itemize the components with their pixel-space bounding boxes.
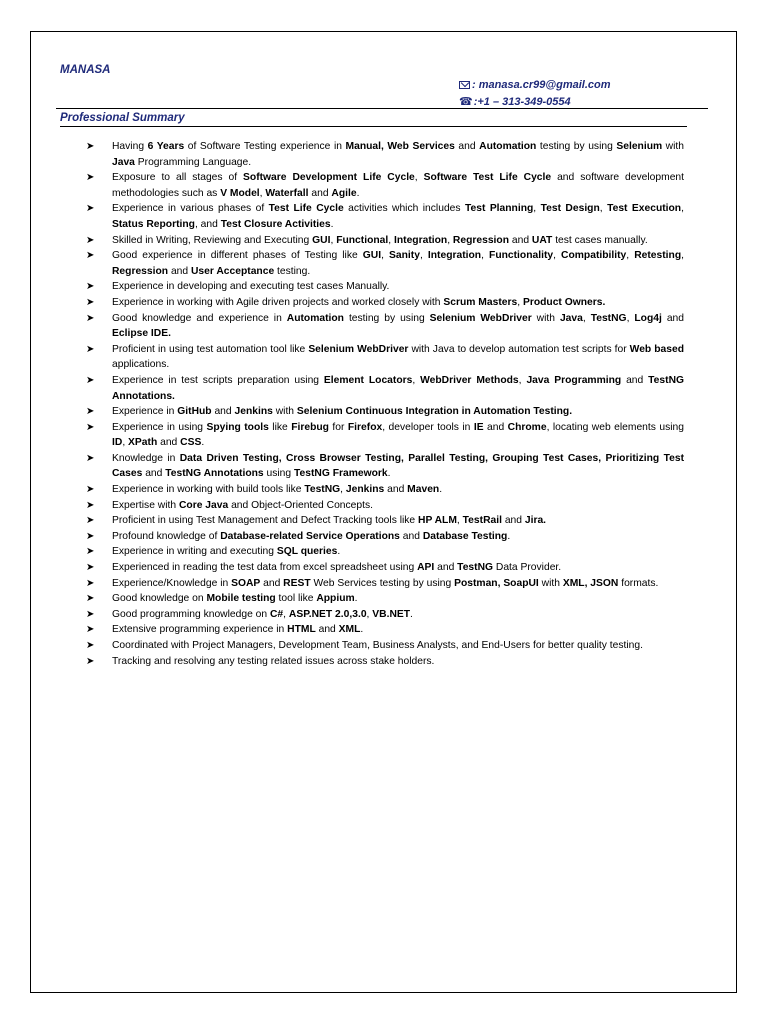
summary-text: and <box>308 187 332 199</box>
bullet-arrow-icon: ➤ <box>86 593 95 605</box>
summary-text: Good knowledge and experience in <box>112 312 287 324</box>
email-prefix: : <box>472 79 479 91</box>
summary-text: Extensive programming experience in <box>112 624 288 636</box>
summary-keyword: API <box>417 562 435 574</box>
summary-text: using <box>263 468 294 480</box>
summary-keyword: CSS <box>180 437 202 449</box>
summary-text: and <box>168 265 191 277</box>
summary-text: and <box>509 234 532 246</box>
summary-keyword: TestNG Annotations <box>165 468 264 480</box>
summary-text: , <box>259 187 266 199</box>
summary-keyword: Test Life Cycle <box>268 203 344 215</box>
summary-keyword: Java <box>112 156 135 168</box>
summary-item <box>86 591 684 607</box>
summary-keyword: Firebug <box>291 421 329 433</box>
summary-keyword: Regression <box>112 265 169 277</box>
bullet-arrow-icon: ➤ <box>86 624 95 636</box>
summary-text: and <box>384 484 408 496</box>
summary-keyword: Selenium <box>616 141 663 152</box>
bullet-arrow-icon: ➤ <box>86 281 95 293</box>
email-address[interactable]: manasa.cr99@gmail.com <box>478 79 611 91</box>
summary-text: , <box>518 374 527 386</box>
summary-keyword: Automation <box>286 312 344 324</box>
summary-keyword: Data Driven Testing, Cross Browser Testing, Parallel Testing, Grouping Test Cases, Prioritizing Test Cases <box>112 452 685 480</box>
summary-item <box>86 544 684 560</box>
summary-item <box>86 248 684 279</box>
summary-keyword: ASP.NET 2.0,3.0 <box>288 608 367 620</box>
summary-text: with <box>272 406 297 418</box>
summary-keyword: Selenium WebDriver <box>308 343 409 355</box>
summary-text: and <box>211 406 235 418</box>
summary-keyword: HTML <box>287 624 316 636</box>
summary-text: and Object-Oriented Concepts. <box>228 499 374 511</box>
summary-keyword: XML <box>338 624 361 636</box>
summary-text: , <box>681 203 684 215</box>
summary-text: , <box>626 250 635 262</box>
summary-keyword: Compatibility <box>561 250 627 262</box>
summary-keyword: 6 Years <box>147 141 185 152</box>
summary-keyword: Integration <box>427 250 482 262</box>
bullet-arrow-icon: ➤ <box>86 577 95 589</box>
summary-keyword: User Acceptance <box>191 265 275 277</box>
summary-item <box>86 311 684 342</box>
summary-keyword: Spying tools <box>206 421 269 433</box>
summary-keyword: TestNG Framework <box>293 468 388 480</box>
bullet-arrow-icon: ➤ <box>86 515 95 527</box>
summary-text: . <box>201 437 205 449</box>
summary-text: Experience in working with build tools like <box>112 484 305 496</box>
summary-text: with <box>531 312 560 324</box>
summary-text: Data Provider. <box>493 562 562 574</box>
contact-email <box>459 79 611 91</box>
summary-item <box>86 482 684 498</box>
summary-text: formats. <box>618 577 659 589</box>
summary-keyword: TestNG Annotations. <box>112 374 685 402</box>
summary-keyword: WebDriver Methods <box>420 374 519 386</box>
summary-text: Knowledge in <box>112 452 180 464</box>
summary-text: and <box>315 624 339 636</box>
envelope-icon <box>459 81 470 89</box>
summary-text: Skilled in Writing, Reviewing and Executing <box>112 234 313 246</box>
summary-text: and <box>454 141 480 152</box>
summary-text: and <box>661 312 684 324</box>
summary-keyword: Java Programming <box>526 374 622 386</box>
summary-keyword: Test Closure Activities <box>220 218 331 230</box>
summary-item <box>86 373 684 404</box>
summary-keyword: Software Test Life Cycle <box>423 172 552 184</box>
summary-item <box>86 404 684 420</box>
professional-summary-list <box>86 139 684 669</box>
summary-item <box>86 622 684 638</box>
bullet-arrow-icon: ➤ <box>86 172 95 184</box>
summary-text: , <box>599 203 608 215</box>
summary-text: Experienced in reading the test data from excel spreadsheet using <box>112 562 418 574</box>
summary-keyword: GUI <box>362 250 382 262</box>
summary-text: and <box>157 437 181 449</box>
summary-text: Good knowledge on <box>112 593 207 605</box>
candidate-name: MANASA <box>60 64 111 76</box>
summary-text: . <box>439 484 443 496</box>
bullet-arrow-icon: ➤ <box>86 250 95 262</box>
bullet-arrow-icon: ➤ <box>86 499 95 511</box>
summary-text: . <box>387 468 391 480</box>
summary-text: Exposure to all stages of <box>112 172 244 184</box>
summary-text: , <box>582 312 591 324</box>
summary-text: testing by using <box>343 312 430 324</box>
summary-keyword: Mobile testing <box>206 593 276 605</box>
summary-text: , <box>626 312 635 324</box>
summary-keyword: XPath <box>128 437 158 449</box>
summary-keyword: GitHub <box>177 406 212 418</box>
summary-text: . <box>507 530 511 542</box>
bullet-arrow-icon: ➤ <box>86 296 95 308</box>
bullet-arrow-icon: ➤ <box>86 374 95 386</box>
summary-text: like <box>268 421 292 433</box>
summary-keyword: Selenium WebDriver <box>429 312 532 324</box>
summary-keyword: Java <box>559 312 583 324</box>
summary-item <box>86 576 684 592</box>
summary-text: of Software Testing experience in <box>184 141 346 152</box>
summary-text: with <box>538 577 563 589</box>
summary-keyword: TestNG <box>304 484 341 496</box>
summary-keyword: Appium <box>316 593 355 605</box>
summary-text: , <box>533 203 541 215</box>
summary-item <box>86 342 684 373</box>
summary-keyword: C# <box>269 608 284 620</box>
summary-text: , <box>381 250 390 262</box>
summary-item <box>86 420 684 451</box>
summary-keyword: UAT <box>531 234 553 246</box>
summary-keyword: Selenium Continuous Integration in Automation Testing. <box>296 406 573 418</box>
summary-keyword: Agile <box>331 187 357 199</box>
summary-text: test cases manually. <box>552 234 648 246</box>
summary-text: . <box>360 624 364 636</box>
summary-text: activities which includes <box>343 203 465 215</box>
summary-keyword: Regression <box>452 234 510 246</box>
summary-text: . <box>410 608 413 620</box>
summary-text: Coordinated with Project Managers, Development Team, Business Analysts, and End-Users for better quality testing. <box>112 640 643 651</box>
summary-text: and <box>621 374 649 386</box>
summary-text: , <box>414 172 424 184</box>
summary-item <box>86 560 684 576</box>
bullet-arrow-icon: ➤ <box>86 141 95 152</box>
contact-phone <box>459 95 571 108</box>
summary-text: , <box>122 437 129 449</box>
summary-item <box>86 529 684 545</box>
phone-number: :+1 – 313-349-0554 <box>473 96 571 108</box>
summary-keyword: XML, JSON <box>562 577 619 589</box>
summary-keyword: Jenkins <box>345 484 385 496</box>
summary-text: , developer tools in <box>382 421 474 433</box>
section-title-professional-summary: Professional Summary <box>60 112 687 127</box>
summary-text: Good programming knowledge on <box>112 608 270 620</box>
summary-keyword: Database-related Service Operations <box>220 530 400 542</box>
summary-item <box>86 279 684 295</box>
summary-keyword: Product Owners. <box>522 296 606 308</box>
summary-text: , <box>553 250 562 262</box>
summary-keyword: V Model <box>220 187 260 199</box>
summary-text: . <box>337 546 341 558</box>
summary-keyword: Core Java <box>178 499 229 511</box>
summary-keyword: Eclipse IDE. <box>112 328 171 340</box>
summary-item <box>86 638 684 654</box>
summary-text: and <box>142 468 166 480</box>
summary-text: Programming Language. <box>134 156 252 168</box>
summary-text: Experience/Knowledge in <box>112 577 232 589</box>
summary-keyword: Functional <box>336 234 389 246</box>
bullet-arrow-icon: ➤ <box>86 234 95 246</box>
bullet-arrow-icon: ➤ <box>86 421 95 433</box>
summary-text: Proficient in using test automation tool like <box>112 343 309 355</box>
summary-text: , <box>447 234 453 246</box>
summary-item <box>86 654 684 670</box>
bullet-arrow-icon: ➤ <box>86 484 95 496</box>
summary-text: Proficient in using Test Management and Defect Tracking tools like <box>112 515 419 527</box>
summary-keyword: SOAP <box>231 577 261 589</box>
summary-keyword: Maven <box>407 484 440 496</box>
summary-keyword: Element Locators <box>323 374 413 386</box>
summary-text: and <box>260 577 284 589</box>
summary-text: , locating web elements using <box>546 421 684 433</box>
summary-text: . <box>354 593 358 605</box>
summary-item <box>86 498 684 514</box>
summary-text: with <box>662 141 684 152</box>
summary-text: , <box>283 608 289 620</box>
summary-keyword: Test Planning <box>464 203 534 215</box>
summary-keyword: SQL queries <box>276 546 338 558</box>
summary-keyword: Postman, SoapUI <box>454 577 539 589</box>
summary-keyword: Sanity <box>389 250 420 262</box>
summary-item <box>86 170 684 201</box>
summary-keyword: Software Development Life Cycle <box>243 172 415 184</box>
summary-keyword: Functionality <box>489 250 554 262</box>
summary-item <box>86 451 684 482</box>
summary-keyword: Jenkins <box>234 406 273 418</box>
summary-keyword: IE <box>473 421 484 433</box>
summary-keyword: TestNG <box>590 312 627 324</box>
summary-text: and <box>483 421 508 433</box>
summary-item <box>86 139 684 170</box>
summary-keyword: Manual, Web Services <box>345 141 455 152</box>
summary-keyword: Database Testing <box>422 530 508 542</box>
summary-text: and <box>434 562 458 574</box>
bullet-arrow-icon: ➤ <box>86 406 95 418</box>
summary-text: Experience in various phases of <box>112 203 269 215</box>
summary-text: for <box>328 421 348 433</box>
summary-keyword: Web based <box>629 343 685 355</box>
summary-keyword: REST <box>283 577 311 589</box>
summary-text: Experience in developing and executing test cases Manually. <box>112 281 390 293</box>
summary-item <box>86 233 684 249</box>
summary-keyword: Scrum Masters <box>443 296 518 308</box>
summary-keyword: Status Reporting <box>112 218 195 230</box>
summary-text: , <box>388 234 394 246</box>
summary-text: and software development methodologies such as <box>112 172 685 199</box>
summary-item <box>86 513 684 529</box>
summary-text: . <box>330 218 334 230</box>
summary-text: , <box>517 296 523 308</box>
summary-text: applications. <box>112 359 170 371</box>
summary-keyword: Integration <box>393 234 448 246</box>
summary-keyword: Log4j <box>634 312 662 324</box>
summary-keyword: Automation <box>479 141 537 152</box>
bullet-arrow-icon: ➤ <box>86 655 95 667</box>
summary-keyword: Retesting <box>634 250 682 262</box>
summary-text: , <box>681 250 684 262</box>
summary-text: and <box>501 515 525 527</box>
bullet-arrow-icon: ➤ <box>86 452 95 464</box>
summary-text: Experience in writing and executing <box>112 546 277 558</box>
summary-keyword: GUI <box>312 234 331 246</box>
summary-text: , <box>340 484 346 496</box>
bullet-arrow-icon: ➤ <box>86 562 95 574</box>
summary-text: tool like <box>275 593 317 605</box>
summary-keyword: Jira. <box>524 515 547 527</box>
bullet-arrow-icon: ➤ <box>86 546 95 558</box>
summary-text: with Java to develop automation test scripts for <box>408 343 630 355</box>
summary-text: , <box>412 374 421 386</box>
summary-text: Experience in <box>112 406 178 418</box>
summary-item <box>86 295 684 311</box>
summary-text: , <box>456 515 463 527</box>
summary-text: , and <box>194 218 221 230</box>
summary-text: Web Services testing by using <box>310 577 455 589</box>
telephone-icon: ☎ <box>459 96 473 108</box>
summary-text: Experience in using <box>112 421 207 433</box>
summary-text: Having <box>112 141 148 152</box>
summary-keyword: Waterfall <box>265 187 309 199</box>
summary-keyword: Chrome <box>507 421 547 433</box>
summary-text: Tracking and resolving any testing related issues across stake holders. <box>112 655 435 667</box>
summary-text: . <box>356 187 360 199</box>
bullet-arrow-icon: ➤ <box>86 312 95 324</box>
summary-text: Expertise with <box>112 499 179 511</box>
summary-text: , <box>330 234 337 246</box>
summary-keyword: Firefox <box>347 421 383 433</box>
summary-text: Good experience in different phases of Testing like <box>112 250 363 262</box>
summary-text: Profound knowledge of <box>112 530 221 542</box>
summary-text: and <box>399 530 423 542</box>
bullet-arrow-icon: ➤ <box>86 343 95 355</box>
summary-text: testing. <box>274 265 311 277</box>
summary-text: , <box>481 250 490 262</box>
bullet-arrow-icon: ➤ <box>86 640 95 651</box>
summary-text: , <box>366 608 373 620</box>
summary-keyword: TestNG <box>457 562 494 574</box>
summary-keyword: VB.NET <box>372 608 411 620</box>
bullet-arrow-icon: ➤ <box>86 203 95 215</box>
summary-text: , <box>419 250 428 262</box>
summary-text: Experience in test scripts preparation using <box>112 374 324 386</box>
summary-keyword: TestRail <box>462 515 502 527</box>
bullet-arrow-icon: ➤ <box>86 530 95 542</box>
summary-text: Experience in working with Agile driven projects and worked closely with <box>112 296 444 308</box>
header-divider <box>56 108 708 109</box>
summary-keyword: HP ALM <box>418 515 457 527</box>
summary-keyword: Test Design <box>540 203 600 215</box>
bullet-arrow-icon: ➤ <box>86 608 95 620</box>
summary-item <box>86 607 684 623</box>
summary-item <box>86 201 684 232</box>
summary-text: testing by using <box>536 141 617 152</box>
summary-keyword: ID <box>112 437 123 449</box>
summary-keyword: Test Execution <box>607 203 682 215</box>
